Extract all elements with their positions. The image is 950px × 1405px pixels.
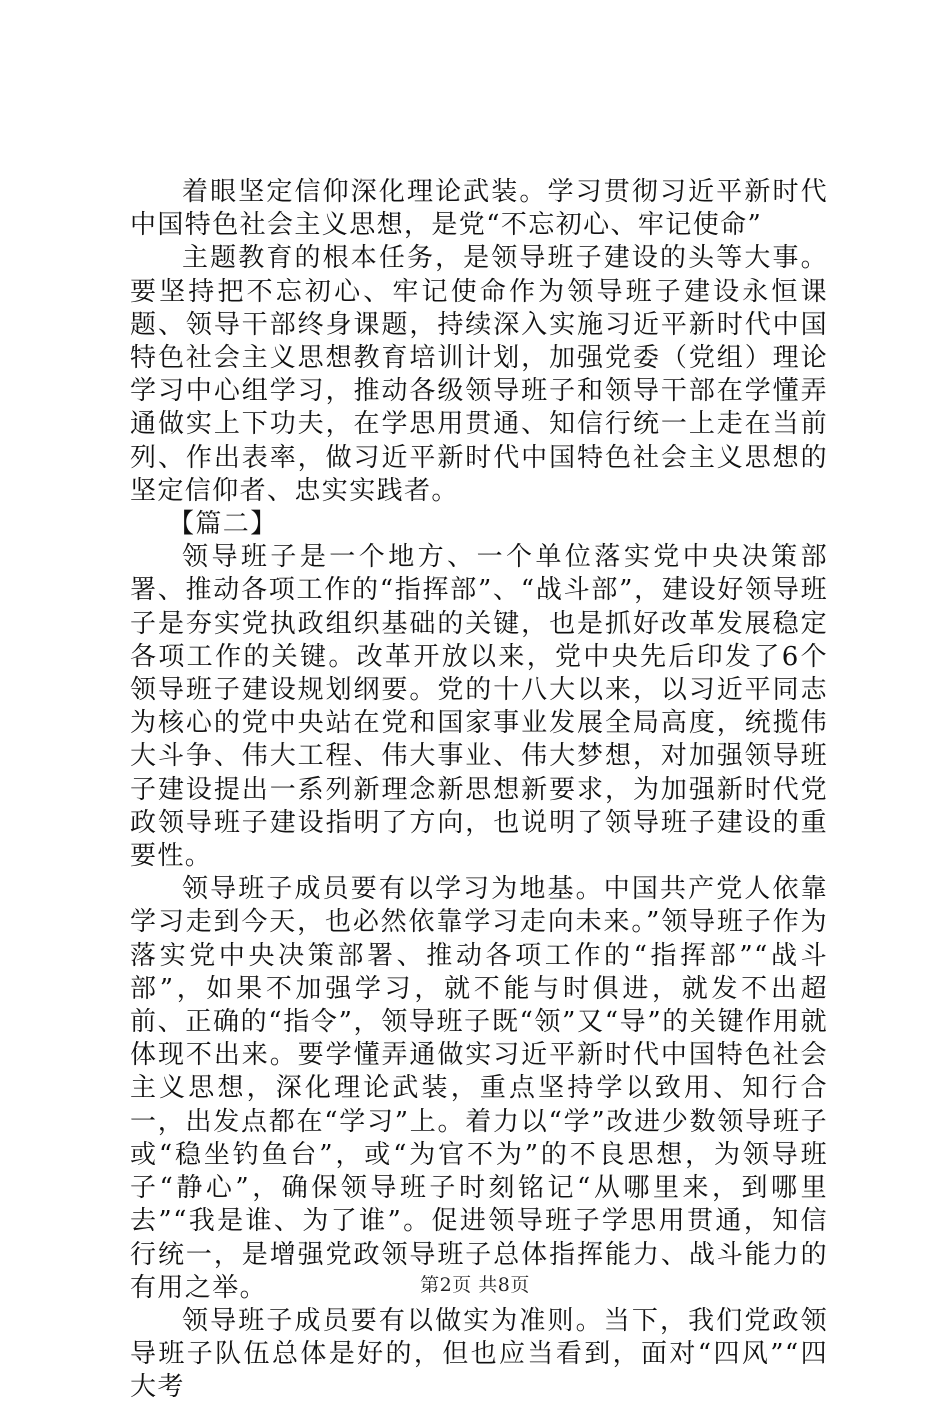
- paragraph-1: 着眼坚定信仰深化理论武装。学习贯彻习近平新时代中国特色社会主义思想，是党“不忘初心、牢记使命”: [130, 177, 828, 241]
- section-paragraph-3: 领导班子成员要有以做实为准则。当下，我们党政领导班子队伍总体是好的，但也应当看到，面对“四风”“四大考: [130, 1305, 828, 1403]
- section-paragraph-2: 领导班子成员要有以学习为地基。中国共产党人依靠学习走到今天，也必然依靠学习走向未来。”领导班子作为落实党中央决策部署、推动各项工作的“指挥部”“战斗部”，如果不加强学习，就不能与时俱进，就发不出超前、正确的“指令”，领导班子既“领”又“导”的关键作用就体现不出来。要学懂弄通做实习近平新时代中国特色社会主义思想，深化理论武装，重点坚持学以致用、知行合一，出发点都在“学习”上。着力以“学”改进少数领导班子或“稳坐钓鱼台”，或“为官不为”的不良思想，为领导班子“静心”，确保领导班子时刻铭记“从哪里来，到哪里去”“我是谁、为了谁”。促进领导班子学思用贯通，知信行统一，是增强党政领导班子总体指挥能力、战斗能力的有用之举。: [130, 874, 828, 1303]
- section-heading: 【篇二】: [168, 509, 278, 540]
- section-paragraph-1: 领导班子是一个地方、一个单位落实党中央决策部署、推动各项工作的“指挥部”、“战斗部”，建设好领导班子是夯实党执政组织基础的关键，也是抓好改革发展稳定各项工作的关键。改革开放以来，党中央先后印发了6个领导班子建设规划纲要。党的十八大以来，以习近平同志为核心的党中央站在党和国家事业发展全局高度，统揽伟大斗争、伟大工程、伟大事业、伟大梦想，对加强领导班子建设提出一系列新理念新思想新要求，为加强新时代党政领导班子建设指明了方向，也说明了领导班子建设的重要性。: [130, 542, 828, 872]
- document-body: [130, 176, 828, 1405]
- page-number-footer: 第2页 共8页: [420, 1274, 530, 1296]
- paragraph-2: 主题教育的根本任务，是领导班子建设的头等大事。要坚持把不忘初心、牢记使命作为领导班子建设永恒课题、领导干部终身课题，持续深入实施习近平新时代中国特色社会主义思想教育培训计划，加强党委（党组）理论学习中心组学习，推动各级领导班子和领导干部在学懂弄通做实上下功夫，在学思用贯通、知信行统一上走在当前列、作出表率，做习近平新时代中国特色社会主义思想的坚定信仰者、忠实实践者。: [130, 243, 828, 506]
